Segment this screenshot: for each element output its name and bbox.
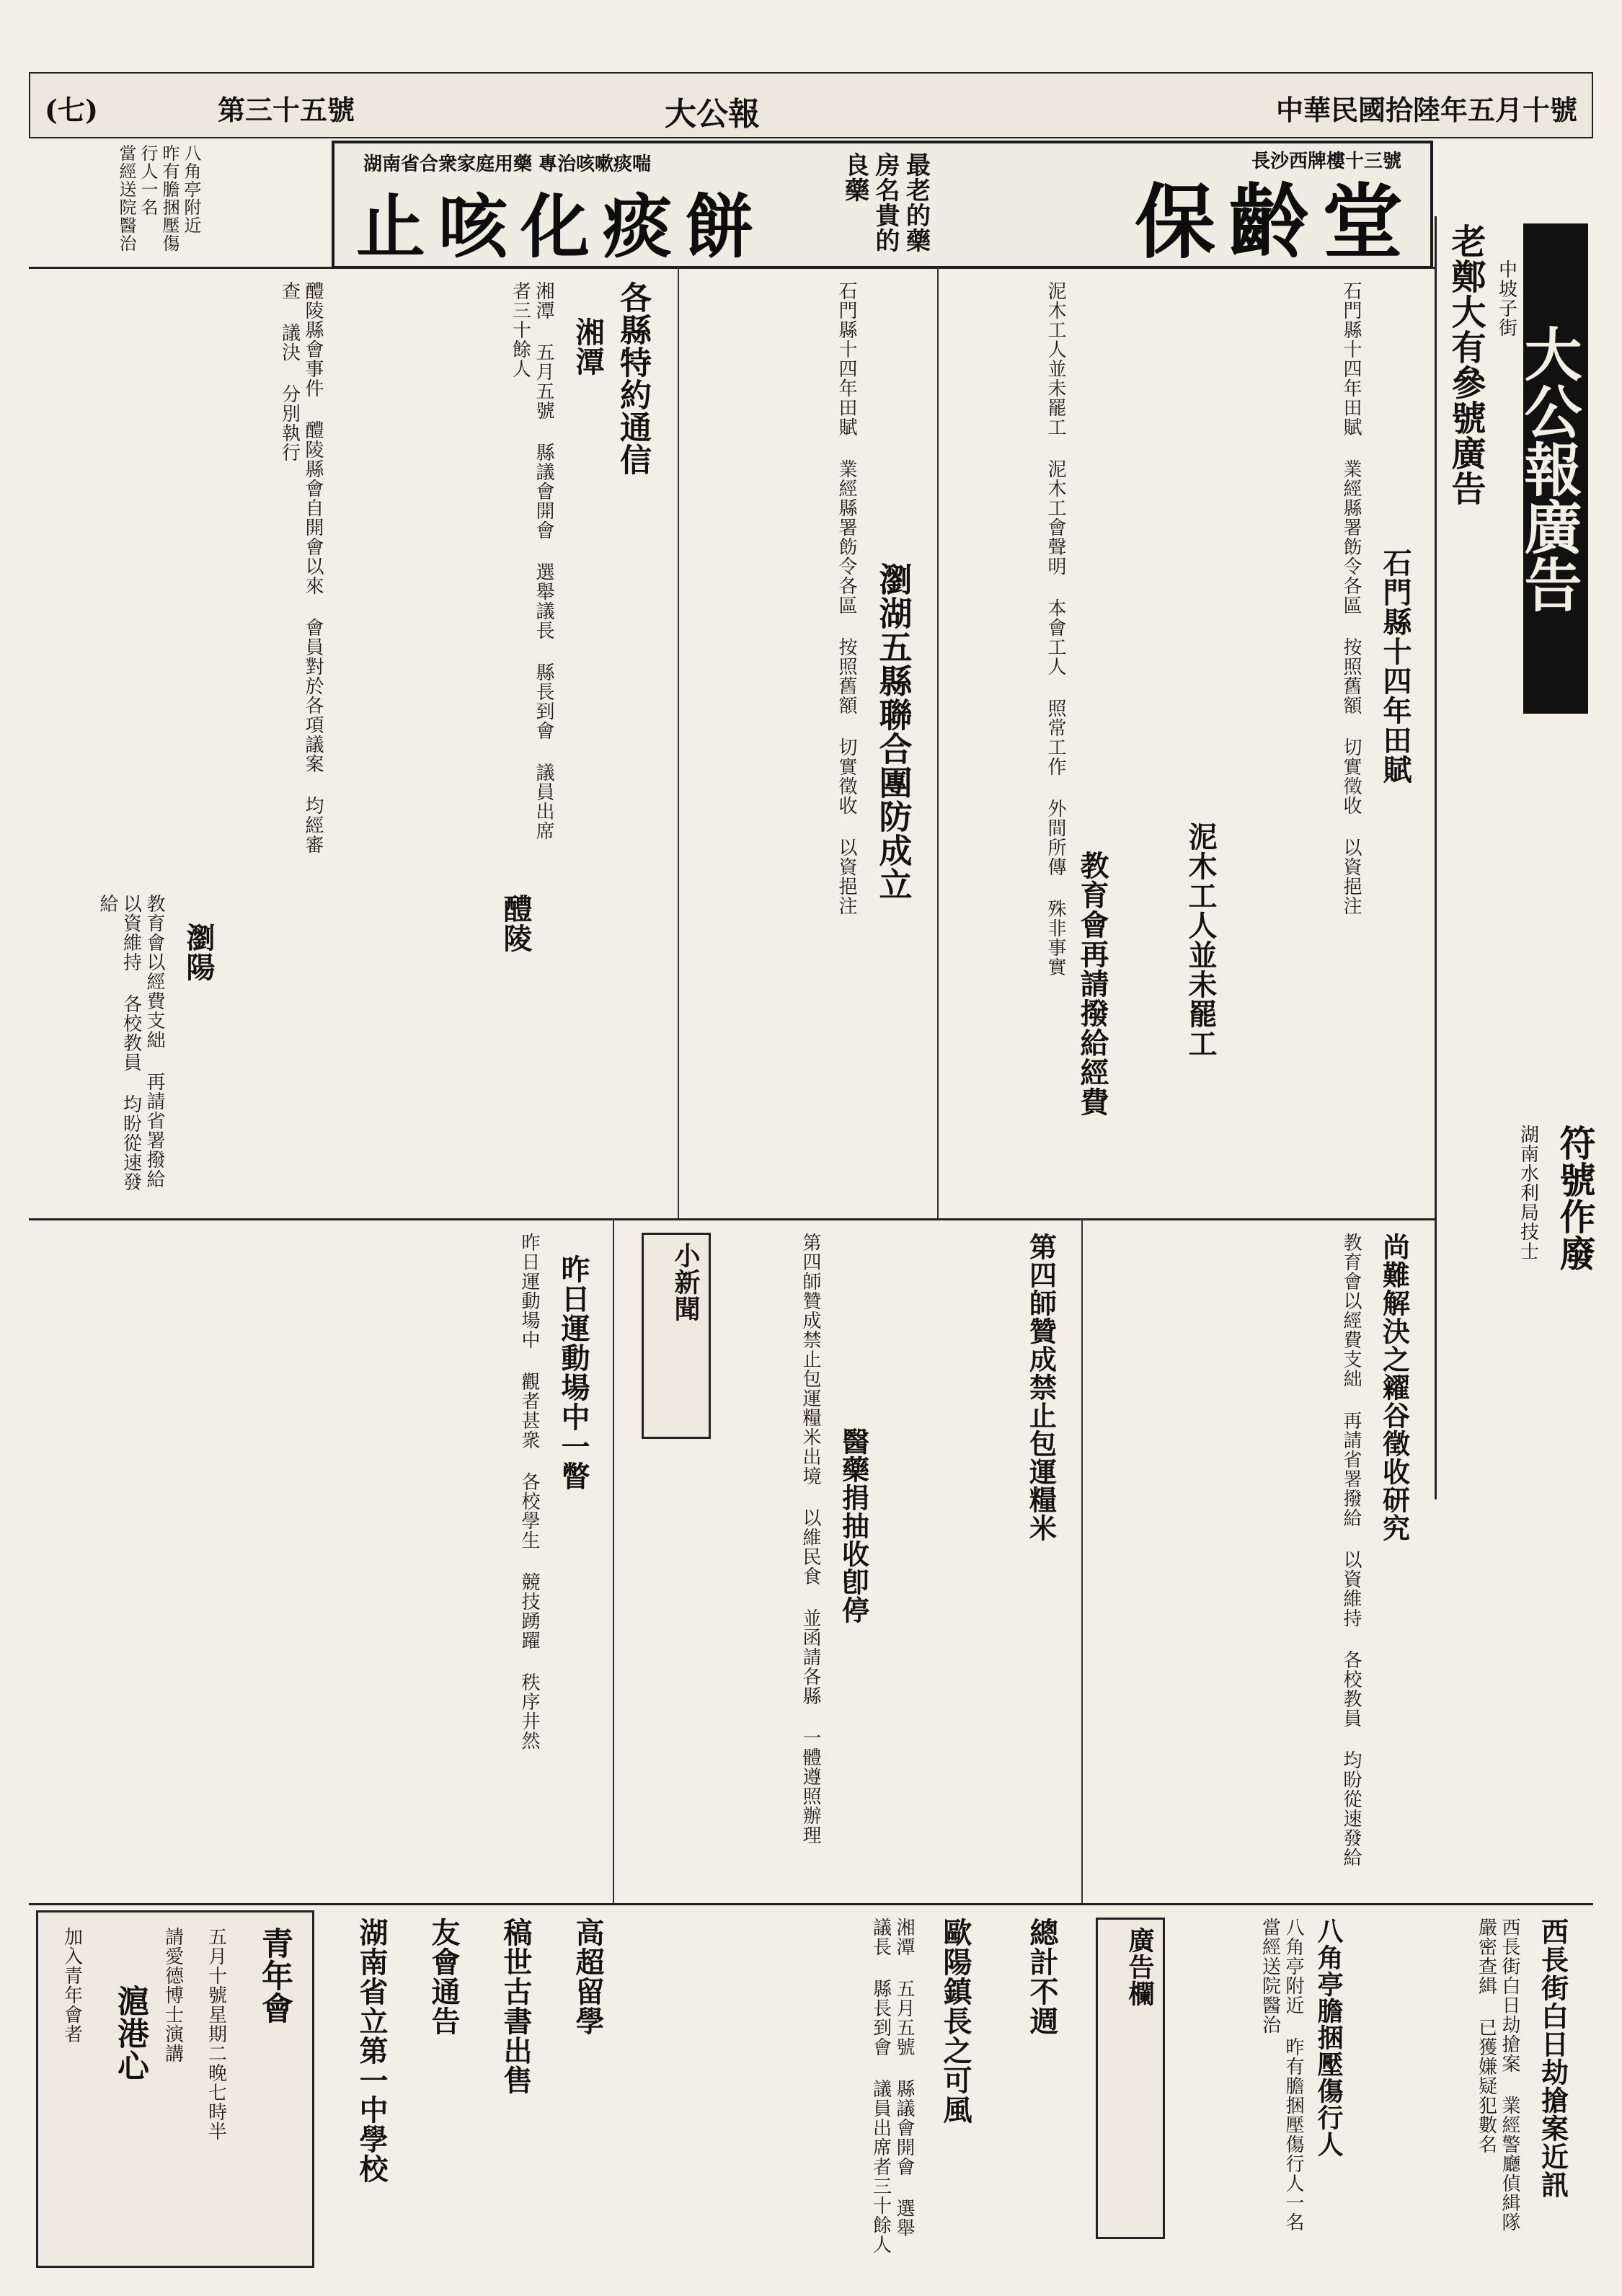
bajiao-text: 八角亭附近 昨有膽捆壓傷行人一名 當經送院醫治 bbox=[1259, 1918, 1304, 2232]
ymca-line1: 五月十號星期二晚七時半 bbox=[205, 1927, 227, 2141]
bottom-ad-5: 湖南省立第一中學校 bbox=[355, 1918, 389, 2184]
bottom-ad-4: 友會通告 bbox=[427, 1918, 461, 2036]
col-rule-2 bbox=[937, 267, 939, 1218]
middle-news-section bbox=[620, 1225, 1074, 1896]
row-rule-1 bbox=[29, 267, 1435, 269]
top-advertisement bbox=[332, 141, 1433, 269]
ymca-line4: 加入青年會者 bbox=[61, 1927, 83, 2044]
xiangtan-title: 湘潭 bbox=[571, 317, 605, 376]
fuhao-title: 符號作廢 bbox=[1554, 1125, 1597, 1272]
ad-column-title: 廣告欄 bbox=[1096, 1918, 1165, 2239]
fuhao-note: 湖南水利局技士 bbox=[1517, 1125, 1539, 1261]
top-left-notice: 八角亭附近 昨有膽捆壓傷行人一名 當經送院醫治 bbox=[116, 144, 201, 252]
ni-pin-text: 教育會以經費支絀 再請省署撥給 以資維持 各校教員 均盼從速發給 bbox=[1340, 1233, 1362, 1867]
shimen-title: 石門縣十四年田賦 bbox=[1378, 548, 1412, 784]
ad-column-section bbox=[634, 1910, 1168, 2271]
bajiao-title: 八角亭膽捆壓傷行人 bbox=[1313, 1918, 1344, 2158]
col-rule-4 bbox=[1081, 1218, 1083, 1903]
page-number: (七) bbox=[45, 94, 98, 126]
paper-name: 大公報 bbox=[665, 96, 760, 133]
xichang-text: 西長街白日劫搶案 業經警廳偵緝隊 嚴密查緝 已獲嫌疑犯數名 bbox=[1475, 1918, 1520, 2232]
fourth-div-text: 第四師贊成禁止包運糧米出境 以維民食 並函請各縣 一體遵照辦理 bbox=[799, 1233, 821, 1845]
fourth-div-title: 第四師贊成禁止包運糧米 bbox=[1024, 1233, 1058, 1542]
ad-left-title: 止咳化痰餅 bbox=[356, 186, 767, 267]
xichang-title: 西長街白日劫搶案近訊 bbox=[1536, 1918, 1569, 2199]
row-rule-2 bbox=[29, 1218, 1435, 1220]
ad-right-sub: 最老的藥房名貴的良藥 bbox=[840, 152, 931, 253]
ymca-box bbox=[36, 1910, 314, 2268]
sports-text: 昨日運動場中 觀者甚衆 各校學生 競技踴躍 秩序井然 bbox=[518, 1233, 540, 1750]
bottom-ad-0: 歐陽鎮長之可風 bbox=[939, 1918, 972, 2124]
ni-pin-section bbox=[1089, 1225, 1427, 1896]
education-text: 泥木工人並未罷工 泥木工會聲明 本會工人 照常工作 外間所傳 殊非事實 bbox=[1045, 281, 1066, 977]
issue-number: 第三十五號 bbox=[218, 94, 355, 126]
liling-text: 醴陵縣會事件 醴陵縣會自開會以來 會員對於各項議案 均經審查 議決 分別執行 bbox=[278, 281, 324, 854]
bottom-ad-1: 總計不週 bbox=[1025, 1918, 1059, 2036]
col-rule-1 bbox=[678, 267, 679, 1218]
shimen-text: 石門縣十四年田賦 業經縣署飭令各區 按照舊額 切實徵收 以資挹注 bbox=[1340, 281, 1362, 916]
county-news-section bbox=[36, 274, 670, 1211]
ad-right-tag: 長沙西牌樓十三號 bbox=[1251, 151, 1401, 172]
liuyang-title: 瀏陽 bbox=[182, 923, 216, 982]
school-ads-section bbox=[324, 1910, 627, 2271]
sports-title: 昨日運動場中一瞥 bbox=[557, 1254, 590, 1491]
date-line: 中華民國拾陸年五月十號 bbox=[1275, 94, 1577, 126]
liuyang-text: 教育會以經費支絀 再請省署撥給 以資維持 各校教員 均盼從速發給 bbox=[97, 894, 165, 1192]
ad-right-title: 保齡堂 bbox=[1135, 175, 1416, 270]
ad-left-sub: 湖南省合衆家庭用藥 專治咳嗽痰喘 bbox=[363, 154, 652, 175]
small-news-box: 小新聞 bbox=[642, 1233, 711, 1439]
liling-title: 醴陵 bbox=[499, 894, 533, 953]
drug-tax-title: 醫藥捐抽收卽停 bbox=[837, 1427, 870, 1624]
right-ad-note: 中坡子街 bbox=[1495, 260, 1517, 337]
masthead bbox=[29, 72, 1593, 138]
right-news-section bbox=[944, 274, 1427, 1211]
xiangtan-text: 湘潭 五月五號 縣議會開會 選舉議長 縣長到會 議員出席者三十餘人 bbox=[509, 281, 554, 841]
bottom-ad-2: 稿世古書出售 bbox=[499, 1918, 533, 2095]
education-title: 教育會再請撥給經費 bbox=[1076, 851, 1109, 1117]
col-rule-3 bbox=[613, 1218, 614, 1903]
sports-section bbox=[36, 1225, 701, 1896]
right-column bbox=[1435, 216, 1595, 1499]
right-ad-name: 老鄭大有參號廣告 bbox=[1445, 223, 1486, 506]
clay-workers-title: 泥木工人並未罷工 bbox=[1184, 822, 1218, 1058]
row-rule-3 bbox=[29, 1903, 1593, 1905]
ad-column-text: 湘潭 五月五號 縣議會開會 選舉議長 縣長到會 議員出席者三十餘人 bbox=[869, 1918, 915, 2254]
county-news-title: 各縣特約通信 bbox=[614, 281, 651, 476]
five-county-text: 石門縣十四年田賦 業經縣署飭令各區 按照舊額 切實徵收 以資挹注 bbox=[836, 281, 857, 916]
five-county-section bbox=[685, 274, 930, 1211]
ymca-line2: 請愛德博士演講 bbox=[161, 1927, 184, 2063]
ymca-title: 青年會 bbox=[256, 1927, 293, 2024]
bottom-ad-3: 高超留學 bbox=[571, 1918, 605, 2036]
five-county-title: 瀏湖五縣聯合團防成立 bbox=[874, 562, 913, 901]
ni-pin-title: 尚難解決之糴谷徵收研究 bbox=[1378, 1233, 1411, 1542]
right-title-stamp: 大公報廣告 bbox=[1523, 223, 1588, 714]
xichang-section bbox=[1182, 1910, 1586, 2271]
ymca-line3: 滬港心 bbox=[112, 1985, 149, 2082]
